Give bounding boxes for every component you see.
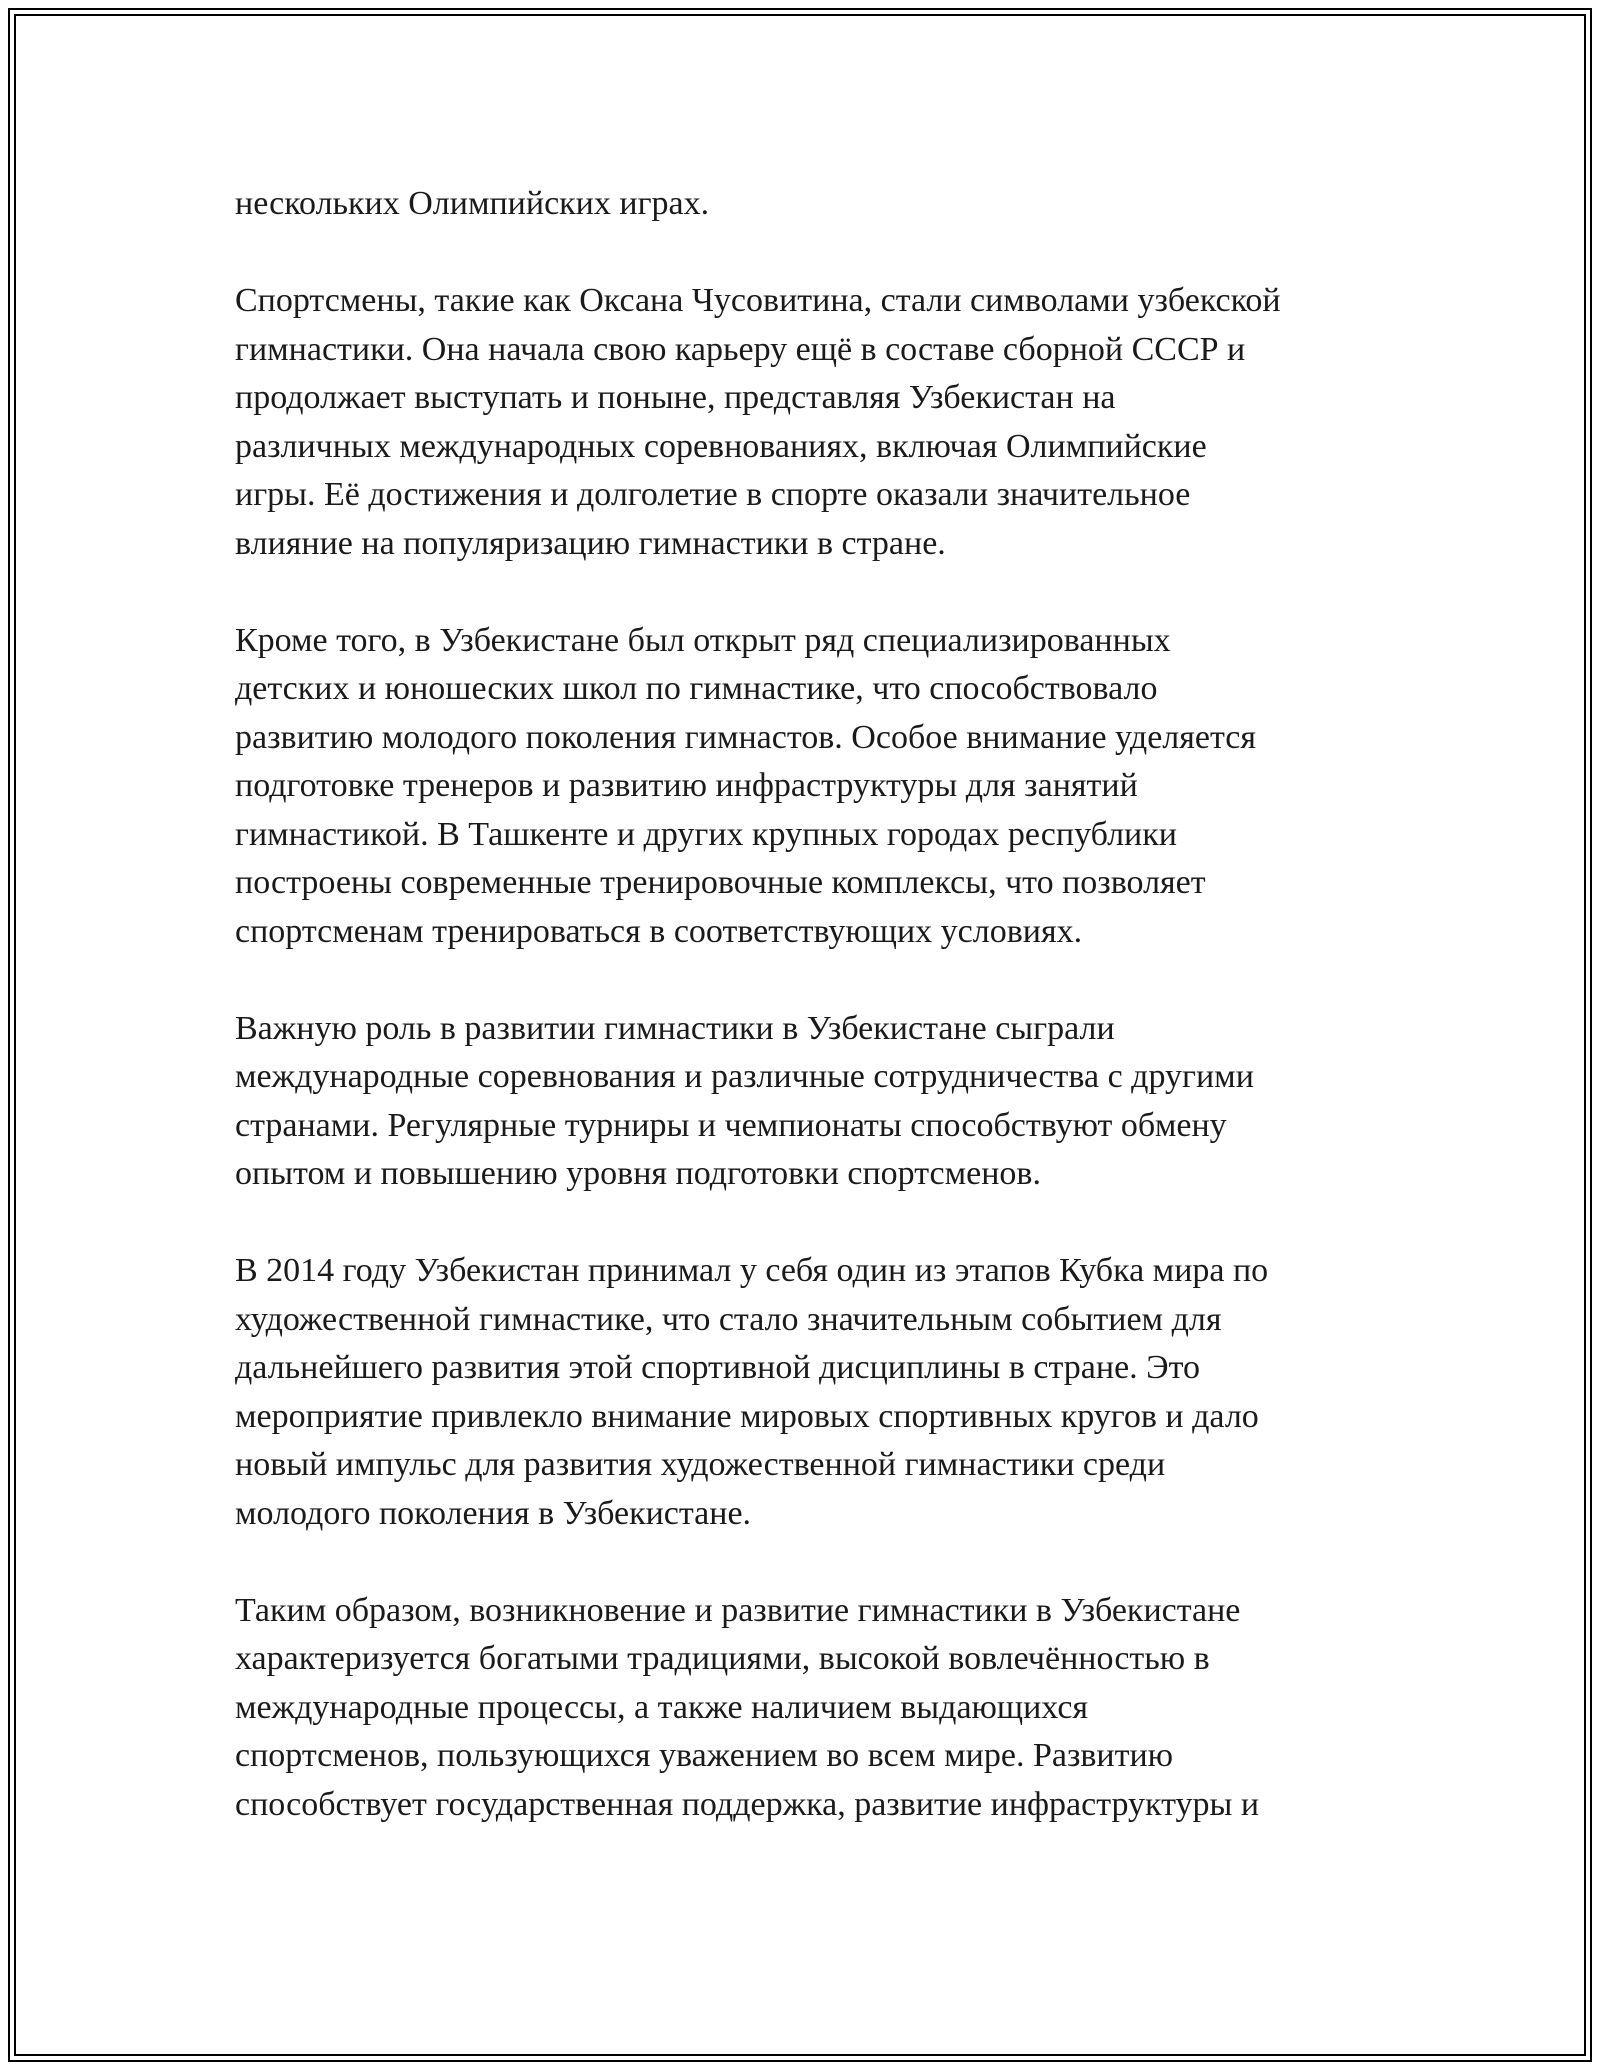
paragraph-3: Кроме того, в Узбекистане был открыт ряд специализированных детских и юношеских школ по гимнастике, что способствовало развитию молодого поколения гимнастов. Особое внимание уделяется подготовке тренеров и развитию инфраструктуры для занятий гимнастикой. В Ташкенте и других крупных городах республики построены современные тренировочные комплексы, что позволяет спортсменам тренироваться в соответствующих условиях. bbox=[235, 621, 1256, 950]
paragraph-5: В 2014 году Узбекистан принимал у себя один из этапов Кубка мира по художественной гимнастике, что стало значительным событием для дальнейшего развития этой спортивной дисциплины в стране. Это мероприятие привлекло внимание мировых спортивных кругов и дало новый импульс для развития художественной гимнастики среди молодого поколения в Узбекистане. bbox=[235, 1252, 1269, 1532]
paragraph-4: Важную роль в развитии гимнастики в Узбекистане сыграли международные соревнования и различные сотрудничества с другими странами. Регулярные турниры и чемпионаты способствуют обмену опытом и повышению уровня подготовки спортсменов. bbox=[235, 1009, 1254, 1192]
paragraph-6: Таким образом, возникновение и развитие гимнастики в Узбекистане характеризуется богатыми традициями, высокой вовлечённостью в международные процессы, а также наличием выдающихся спортсменов, пользующихся уважением во всем мире. Развитию способствует государственная поддержка, развитие инфраструктуры и bbox=[235, 1591, 1260, 1823]
document-body bbox=[235, 180, 1385, 1829]
paragraph-1: нескольких Олимпийских играх. bbox=[235, 185, 710, 222]
paragraph-2: Спортсмены, такие как Оксана Чусовитина, стали символами узбекской гимнастики. Она начала свою карьеру ещё в составе сборной СССР и продолжает выступать и поныне, представляя Узбекистан на различных международных соревнованиях, включая Олимпийские игры. Её достижения и долголетие в спорте оказали значительное влияние на популяризацию гимнастики в стране. bbox=[235, 282, 1281, 562]
